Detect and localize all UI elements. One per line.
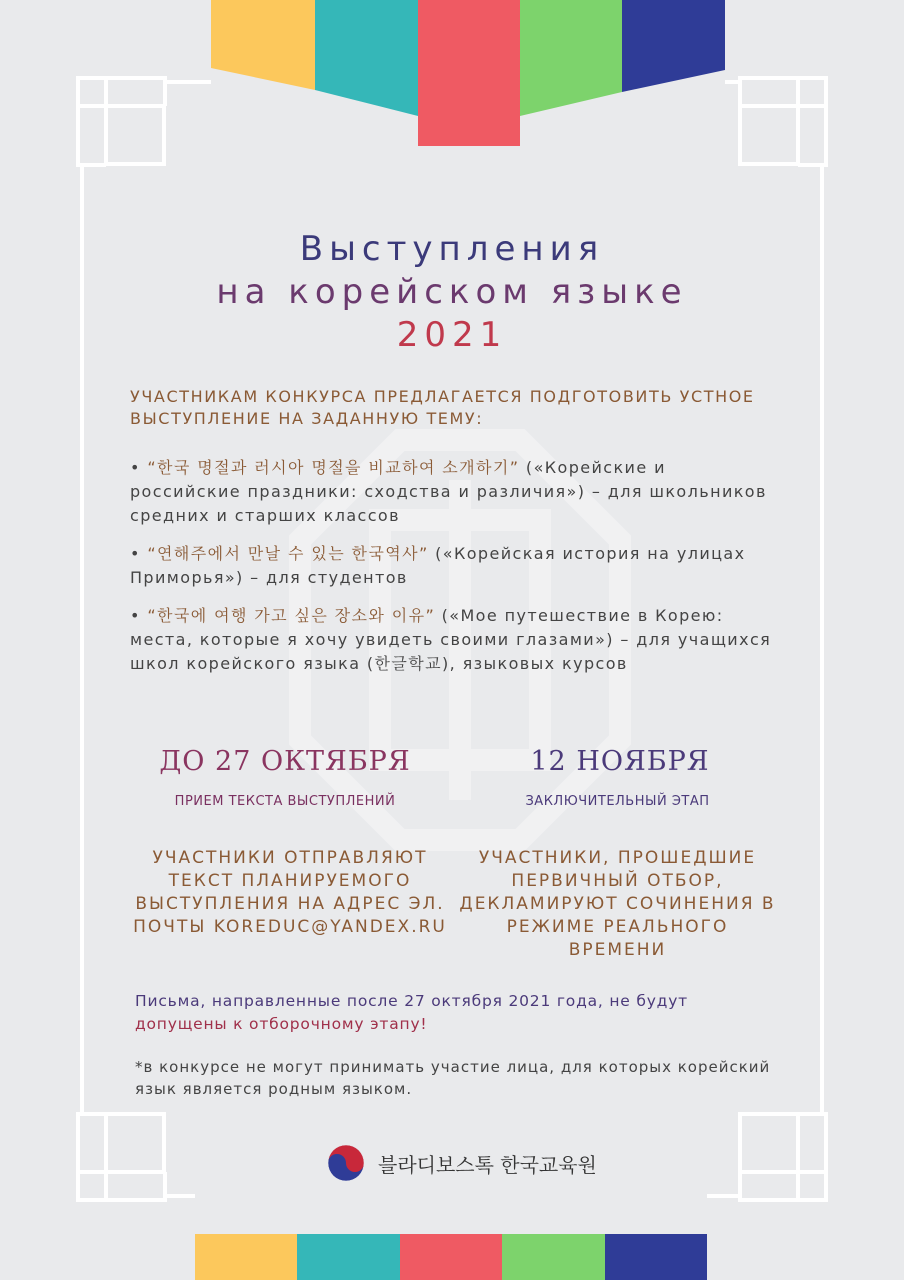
organization-name: 블라디보스톡 한국교육원 (378, 1152, 597, 1177)
topic-russian: («Корейская история на улицах Приморья») – для студентов (130, 544, 746, 587)
topic-item (130, 604, 780, 676)
title-year: 2021 (396, 315, 508, 355)
lead-text: УЧАСТНИКАМ КОНКУРСА ПРЕДЛАГАЕТСЯ ПОДГОТОВИТЬ УСТНОЕ ВЫСТУПЛЕНИЕ НА ЗАДАННУЮ ТЕМУ: (130, 387, 755, 428)
band-blue (605, 1234, 707, 1280)
organization-logo (326, 1143, 597, 1183)
deadline-warning (135, 990, 785, 1036)
stage-1-description: УЧАСТНИКИ ОТПРАВЛЯЮТ ТЕКСТ ПЛАНИРУЕМОГО ВЫСТУПЛЕНИЯ НА АДРЕС ЭЛ. ПОЧТЫ KOREDUC@YANDEX.RU (133, 848, 447, 937)
topic-item (130, 456, 780, 528)
bullet-mark: • (130, 606, 141, 625)
title-line-2: на корейском языке (216, 272, 688, 312)
topic-russian: («Корейские и российские праздники: сходства и различия») – для школьников средних и старших классов (130, 458, 767, 525)
band-red (400, 1234, 502, 1280)
band-teal (297, 1234, 399, 1280)
topic-item (130, 542, 780, 590)
title-line-1: Выступления (299, 229, 605, 269)
stage-2-description: УЧАСТНИКИ, ПРОШЕДШИЕ ПЕРВИЧНЫЙ ОТБОР, ДЕКЛАМИРУЮТ СОЧИНЕНИЯ В РЕЖИМЕ РЕАЛЬНОГО ВРЕМЕНИ (459, 848, 776, 960)
topic-korean: “한국 명절과 러시아 명절을 비교하여 소개하기” (147, 458, 520, 477)
warning-part-1: Письма, направленные после 27 октября 2021 года, не будут (135, 992, 689, 1010)
bottom-color-band (195, 1234, 707, 1280)
stage-1-subtitle: ПРИЕМ ТЕКСТА ВЫСТУПЛЕНИЙ (174, 794, 396, 809)
warning-part-2: допущены к отборочному этапу! (135, 1015, 428, 1033)
stage-2-subtitle: ЗАКЛЮЧИТЕЛЬНЫЙ ЭТАП (525, 794, 710, 809)
topic-korean: “연해주에서 만날 수 있는 한국역사” (147, 544, 429, 563)
stage-2-date: 12 НОЯБРЯ (530, 746, 710, 777)
taegeuk-icon (326, 1143, 366, 1183)
bullet-mark: • (130, 458, 141, 477)
band-yellow (195, 1234, 297, 1280)
topic-russian: («Мое путешествие в Корею: места, которые я хочу увидеть своими глазами») – для учащихся школ корейского языка (한글학교), языковых курсов (130, 606, 772, 673)
bullet-mark: • (130, 544, 141, 563)
eligibility-note: *в конкурсе не могут принимать участие лица, для которых корейский язык является родным языком. (135, 1058, 771, 1098)
topic-list (130, 456, 780, 690)
topic-korean: “한국에 여행 가고 싶은 장소와 이유” (147, 606, 436, 625)
stage-1-date: ДО 27 ОКТЯБРЯ (159, 746, 411, 777)
band-green (502, 1234, 604, 1280)
